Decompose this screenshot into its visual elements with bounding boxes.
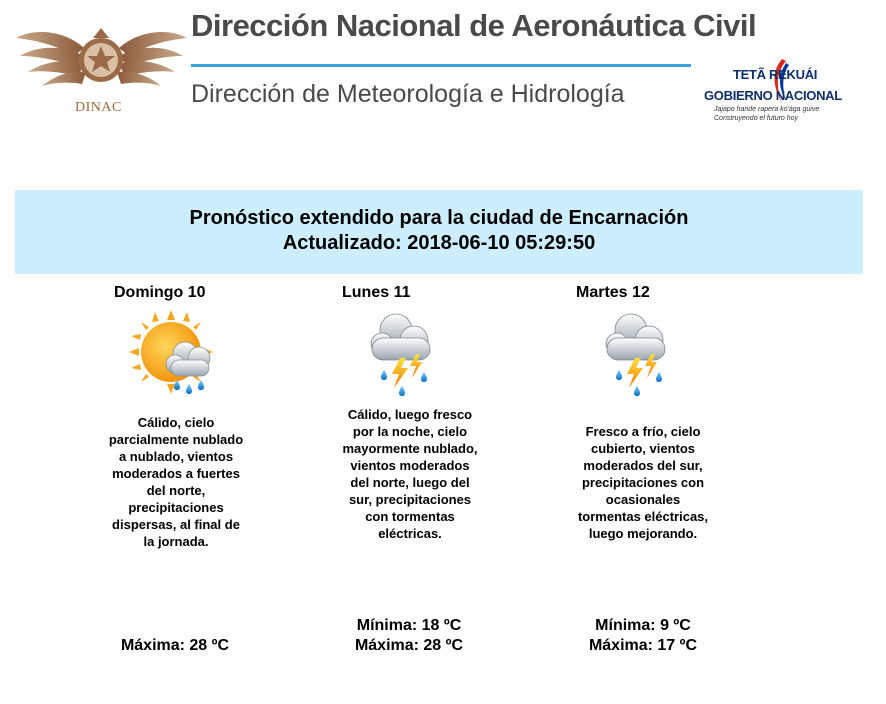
forecast-updated: Actualizado: 2018-06-10 05:29:50 [282,232,596,254]
day-min-lunes: Mínima: 18 ºC [356,617,462,634]
dinac-label: DINAC [75,100,122,115]
day-description-martes: Fresco a frío, cielo cubierto, vientos moderados del sur, precipitaciones con ocasionales tormentas eléctricas, luego mejorando. [577,424,709,541]
page-header [0,0,886,150]
day-max-domingo: Máxima: 28 ºC [120,637,230,654]
gov-logo-tagline-guarani: Jajapo hande rapera ko'ága guive [714,106,820,113]
day-description-lunes: Cálido, luego fresco por la noche, cielo mayormente nublado, vientos moderados del norte, luego del sur, precipitaciones con tormentas eléctricas. [342,407,478,541]
day-description-domingo: Cálido, cielo parcialmente nublado a nublado, vientos moderados a fuertes del norte, precipitaciones dispersas, al final de la jornada. [108,415,244,549]
day-max-lunes: Máxima: 28 ºC [354,637,464,654]
gov-logo-line1: TETÃ REKUÁI [733,67,818,82]
agency-subtitle: Dirección de Meteorología e Hidrología [191,80,625,108]
gov-logo-line2: GOBIERNO NACIONAL [704,88,842,103]
forecast-banner [15,190,863,274]
storm-cloud-icon [597,308,692,398]
gobierno-nacional-logo [702,55,857,130]
day-min-martes: Mínima: 9 ºC [595,617,691,634]
forecast-title: Pronóstico extendido para la ciudad de Encarnación [189,207,689,229]
sun-cloud-rain-icon [127,308,222,398]
title-divider [191,64,691,67]
day-max-martes: Máxima: 17 ºC [588,637,698,654]
gov-logo-tagline-spanish: Construyendo el futuro hoy [714,115,799,122]
day-name-domingo: Domingo 10 [114,284,206,301]
agency-title: Dirección Nacional de Aeronáutica Civil [191,8,757,43]
storm-cloud-icon [362,308,457,398]
day-name-martes: Martes 12 [576,284,650,301]
day-name-lunes: Lunes 11 [342,284,411,301]
